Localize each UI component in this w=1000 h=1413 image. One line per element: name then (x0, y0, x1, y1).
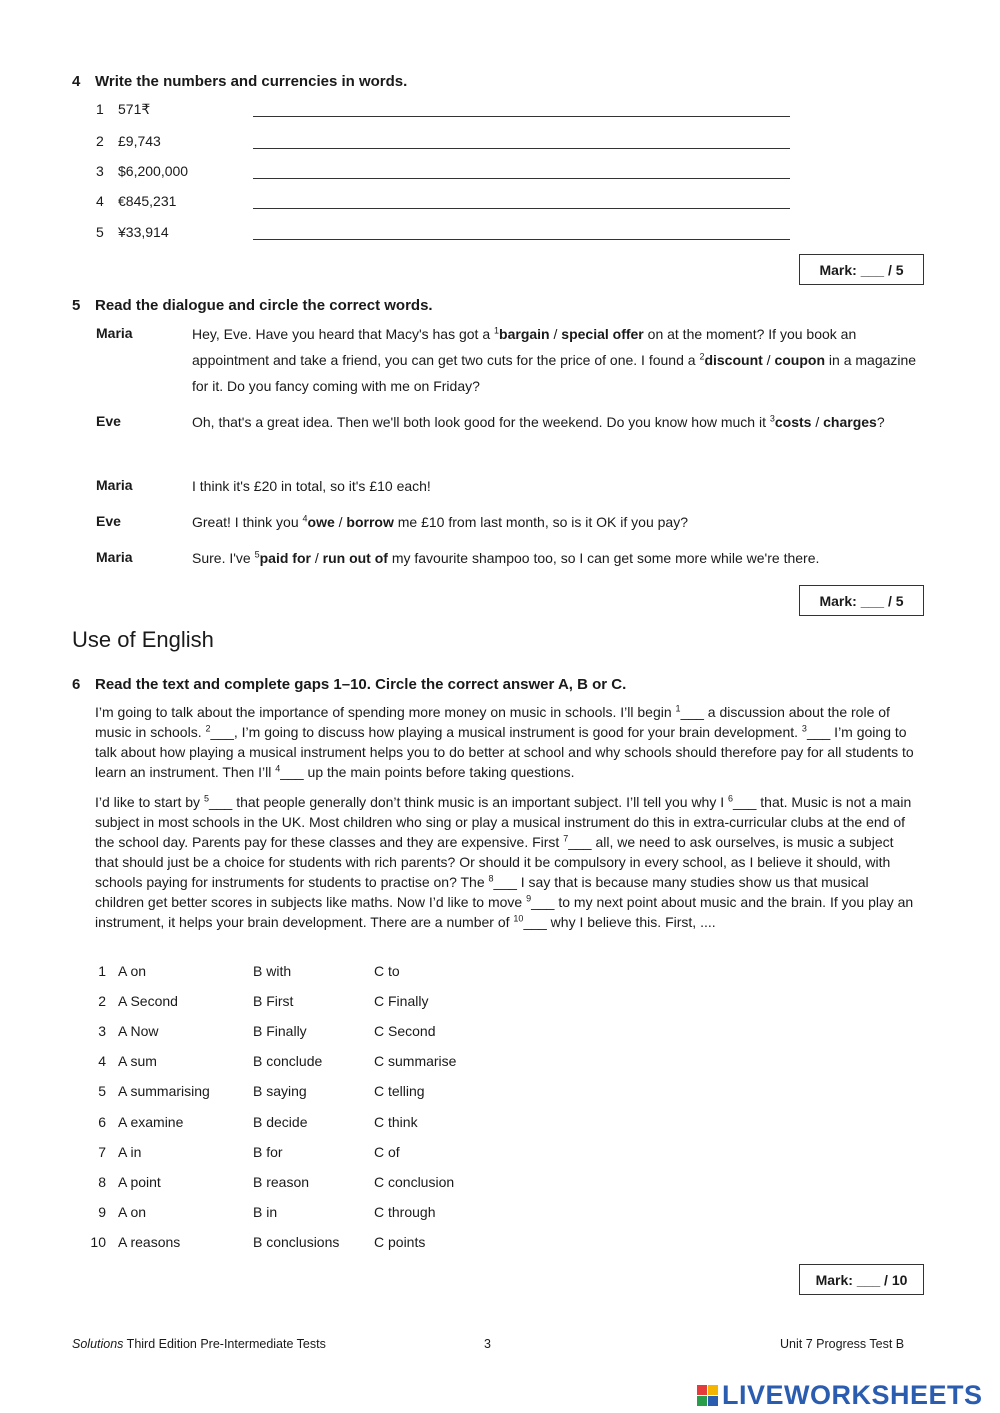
answer-line[interactable] (253, 208, 790, 209)
answer-choice[interactable]: borrow (346, 514, 394, 530)
footer-book-name: Solutions (72, 1337, 124, 1351)
option-c[interactable]: C think (374, 1113, 418, 1130)
item-number: 4 (96, 193, 104, 209)
text-run: / (310, 550, 323, 566)
text-run: ___ that people generally don’t think music is an important subject. I’ll tell you why I (208, 794, 729, 810)
speaker-name: Eve (96, 513, 121, 529)
text-run: Hey, Eve. Have you heard that Macy's has got a (192, 326, 495, 342)
text-run: ___ I say that is because many studies show us that musical children get better scores in subjects like maths. Now I’d like to move (95, 874, 869, 910)
text-run: / (549, 326, 562, 342)
item-number: 3 (96, 163, 104, 179)
q5-number: 5 (72, 297, 81, 314)
text-run: my favourite shampoo too, so I can get some more while we're there. (387, 550, 820, 566)
logo-mark-icon (697, 1385, 718, 1406)
option-a[interactable]: A sum (118, 1053, 157, 1070)
option-a[interactable]: A summarising (118, 1083, 210, 1100)
option-a[interactable]: A Now (118, 1023, 159, 1040)
logo-square (708, 1385, 718, 1395)
option-a[interactable]: A in (118, 1143, 142, 1160)
text-run: in a magazine for it. Do you fancy coming with me on Friday? (192, 352, 917, 394)
item-amount: €845,231 (118, 193, 177, 209)
option-number: 2 (98, 993, 106, 1010)
item-amount: ¥33,914 (118, 224, 169, 240)
option-a[interactable]: A point (118, 1173, 161, 1190)
option-a[interactable]: A Second (118, 993, 178, 1010)
footer-page-number: 3 (484, 1337, 491, 1351)
option-b[interactable]: B decide (253, 1113, 308, 1130)
logo-square (697, 1396, 707, 1406)
speaker-name: Eve (96, 413, 121, 429)
logo-square (708, 1396, 718, 1406)
gap-number: 7 (563, 833, 569, 844)
q6-heading (72, 676, 626, 693)
footer-book-rest: Third Edition Pre-Intermediate Tests (123, 1337, 326, 1351)
option-c[interactable]: C conclusion (374, 1173, 455, 1190)
q6-paragraph (95, 702, 920, 782)
gap-number: 1 (494, 325, 500, 336)
option-c[interactable]: C of (374, 1143, 400, 1160)
speaker-name: Maria (96, 325, 133, 341)
text-run: on at the moment? If you book an appointment and take a friend, you can get two cuts for the price of one. I found a (192, 326, 857, 368)
answer-choice[interactable]: special offer (561, 326, 644, 342)
option-number: 3 (98, 1023, 106, 1040)
gap-number: 8 (488, 873, 494, 884)
text-run: / (334, 514, 347, 530)
text-run: I’m going to talk about the importance of spending more money on music in schools. I’ll begin (95, 704, 676, 720)
gap-number: 4 (275, 763, 281, 774)
footer-book-title (72, 1337, 326, 1351)
text-run: ? (876, 414, 885, 430)
item-amount: $6,200,000 (118, 163, 189, 179)
option-number: 7 (98, 1143, 106, 1160)
footer-unit: Unit 7 Progress Test B (780, 1337, 905, 1351)
liveworksheets-logo[interactable] (697, 1380, 983, 1411)
q6-mark-box[interactable]: Mark: ___ / 10 (799, 1264, 924, 1295)
option-b[interactable]: B conclusions (253, 1233, 340, 1250)
text-run: ___ a discussion about the role of music in schools. (95, 704, 890, 740)
text-run: ___ that. Music is not a main subject in most schools in the UK. Most children who sing or play a musical instrument do this in extra-curricular clubs at the end of the school day. Parents pay for these classes and they are expensive. First (95, 794, 912, 850)
answer-choice[interactable]: discount (704, 352, 763, 368)
text-run: I’d like to start by (95, 794, 204, 810)
option-c[interactable]: C to (374, 963, 400, 979)
q5-mark-box[interactable]: Mark: ___ / 5 (799, 585, 924, 616)
speaker-name: Maria (96, 549, 133, 565)
option-c[interactable]: C telling (374, 1083, 425, 1100)
option-b[interactable]: B reason (253, 1173, 310, 1190)
gap-number: 2 (205, 723, 211, 734)
option-b[interactable]: B saying (253, 1083, 307, 1100)
q5-heading (72, 297, 433, 314)
q5-instruction: Read the dialogue and circle the correct words. (95, 297, 433, 314)
option-c[interactable]: C Finally (374, 993, 429, 1010)
option-a[interactable]: A examine (118, 1113, 184, 1130)
gap-number: 6 (728, 793, 734, 804)
text-run: Oh, that's a great idea. Then we'll both look good for the weekend. Do you know how much it (192, 414, 770, 430)
answer-choice[interactable]: owe (307, 514, 335, 530)
text-run: ___, I’m going to discuss how playing a musical instrument is good for your brain development. (210, 724, 802, 740)
q6-paragraph (95, 792, 920, 932)
logo-square (697, 1385, 707, 1395)
answer-choice[interactable]: run out of (322, 550, 388, 566)
gap-number: 3 (801, 723, 807, 734)
dialogue-line (192, 409, 922, 435)
option-a[interactable]: A on (118, 963, 147, 979)
item-amount: £9,743 (118, 133, 161, 149)
gap-number: 5 (203, 793, 209, 804)
gap-number: 2 (699, 351, 705, 362)
section-title: Use of English (72, 627, 214, 652)
gap-number: 10 (513, 913, 524, 924)
answer-choice[interactable]: paid for (259, 550, 311, 566)
gap-number: 1 (675, 703, 681, 714)
option-b[interactable]: B in (253, 1203, 278, 1220)
text-run: ___ up the main points before taking questions. (280, 764, 575, 780)
q6-number: 6 (72, 676, 81, 693)
item-number: 2 (96, 133, 104, 149)
option-c[interactable]: C through (374, 1203, 436, 1220)
option-b[interactable]: B conclude (253, 1053, 323, 1070)
text-run: me £10 from last month, so is it OK if you pay? (393, 514, 688, 530)
dialogue-line (192, 509, 922, 535)
answer-choice[interactable]: charges (823, 414, 877, 430)
option-a[interactable]: A reasons (118, 1233, 181, 1250)
text-run: ___ all, we need to ask ourselves, is music a subject that should just be a choice for students with rich parents? Or should it be compulsory in every school, as I believe it should, with schools paying for instruments for students to practise on? The (95, 834, 894, 890)
dialogue-line (192, 545, 922, 571)
text-run: / (762, 352, 775, 368)
option-b[interactable]: B First (253, 993, 294, 1010)
answer-line[interactable] (253, 178, 790, 179)
option-number: 4 (98, 1053, 106, 1070)
gap-number: 4 (302, 513, 308, 524)
option-number: 9 (98, 1203, 106, 1220)
text-run: Great! I think you (192, 514, 303, 530)
q6-instruction: Read the text and complete gaps 1–10. Circle the correct answer A, B or C. (95, 676, 627, 693)
option-c[interactable]: C summarise (374, 1053, 457, 1070)
gap-number: 9 (526, 893, 532, 904)
text-run: Sure. I've (192, 550, 255, 566)
option-b[interactable]: B Finally (253, 1023, 307, 1040)
dialogue-line (192, 473, 922, 499)
text-run: I think it's £20 in total, so it's £10 each! (192, 478, 431, 494)
logo-text: LIVEWORKSHEETS (722, 1380, 983, 1410)
answer-choice[interactable]: costs (774, 414, 812, 430)
option-c[interactable]: C points (374, 1233, 426, 1250)
option-b[interactable]: B with (253, 963, 292, 979)
q4-instruction: Write the numbers and currencies in words. (95, 73, 408, 90)
option-a[interactable]: A on (118, 1203, 147, 1220)
text-run: ___ why I believe this. First, .... (523, 914, 716, 930)
option-c[interactable]: C Second (374, 1023, 436, 1040)
answer-choice[interactable]: bargain (499, 326, 550, 342)
answer-choice[interactable]: coupon (774, 352, 826, 368)
item-amount: 571₹ (118, 101, 151, 117)
q4-heading (72, 73, 407, 90)
q4-number: 4 (72, 73, 81, 90)
option-number: 6 (98, 1113, 106, 1130)
text-run: ___ to my next point about music and the brain. If you play an instrument, it helps your brain development. There are a number of (95, 894, 914, 930)
answer-line[interactable] (253, 116, 790, 117)
answer-line[interactable] (253, 239, 790, 240)
gap-number: 5 (254, 549, 260, 560)
speaker-name: Maria (96, 477, 133, 493)
option-number: 1 (98, 963, 106, 979)
dialogue-line (192, 321, 922, 399)
item-number: 5 (96, 224, 104, 240)
option-number: 5 (98, 1083, 106, 1100)
q4-mark-box[interactable]: Mark: ___ / 5 (799, 254, 924, 285)
text-run: / (811, 414, 824, 430)
text-run: ___ I’m going to talk about how playing a musical instrument helps you to do better at school and why schools should therefore pay for all students to learn an instrument. Then I’ll (95, 724, 914, 780)
option-b[interactable]: B for (253, 1143, 283, 1160)
answer-line[interactable] (253, 148, 790, 149)
gap-number: 3 (769, 413, 775, 424)
item-number: 1 (96, 101, 104, 117)
option-number: 10 (90, 1233, 106, 1250)
option-number: 8 (98, 1173, 106, 1190)
